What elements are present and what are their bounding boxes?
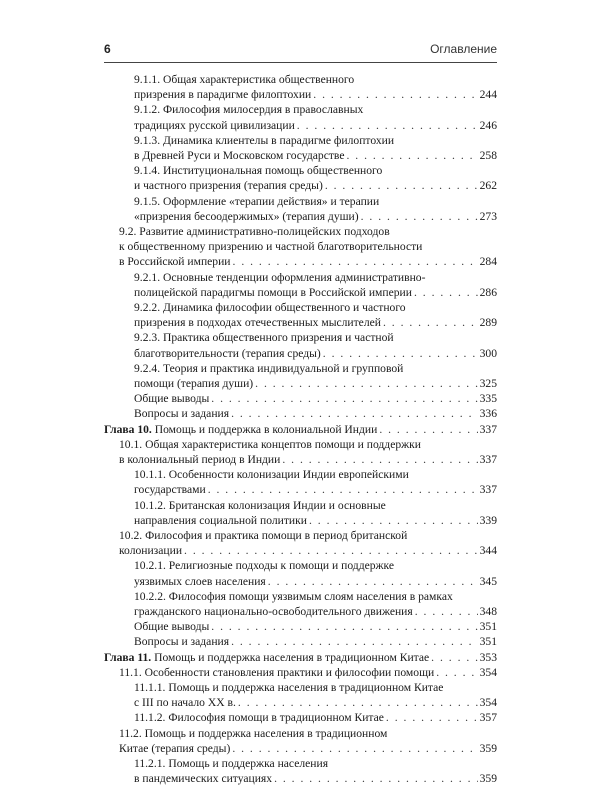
dot-leader <box>313 87 477 102</box>
toc-entry[interactable] <box>134 87 497 102</box>
dot-leader <box>415 604 478 619</box>
toc-page: 246 <box>479 118 497 132</box>
toc-page: 337 <box>479 453 497 466</box>
toc-text: «призрения бесоодержимых» (терапия души) <box>134 209 359 223</box>
toc-text: 9.2. Развитие административно-полицейских подходов <box>119 225 390 238</box>
toc-page: 244 <box>479 88 497 102</box>
toc-text: 10.2. Философия и практика помощи в период британской <box>119 529 408 542</box>
page-number: 6 <box>104 42 111 56</box>
toc-chapter-entry[interactable] <box>104 422 497 437</box>
toc-entry[interactable] <box>119 665 497 680</box>
toc-page: 359 <box>479 741 497 755</box>
toc-entry[interactable] <box>134 406 497 421</box>
toc-text: уязвимых слоев населения <box>134 574 266 588</box>
toc-page: 351 <box>479 635 497 649</box>
toc-entry[interactable] <box>134 148 497 163</box>
toc-text: 10.1.2. Британская колонизация Индии и основные <box>134 498 386 512</box>
toc-page: 325 <box>479 377 497 390</box>
toc-page: 348 <box>479 605 497 618</box>
chapter-label: Глава 11. <box>104 650 152 664</box>
dot-leader <box>383 315 478 330</box>
toc-entry[interactable] <box>134 604 497 619</box>
toc-page: 351 <box>479 620 497 634</box>
toc-text: призрения в парадигме филоптохии <box>134 88 312 102</box>
toc-line <box>134 756 497 771</box>
dot-leader <box>211 619 477 634</box>
toc-line <box>119 239 497 254</box>
toc-page: 286 <box>479 285 497 299</box>
toc-entry[interactable] <box>134 315 497 330</box>
toc-text: 11.1.2. Философия помощи в традиционном Китае <box>134 711 384 725</box>
toc-page: 300 <box>479 346 497 360</box>
toc-text: 11.2. Помощь и поддержка населения в традиционном <box>119 726 388 740</box>
toc-entry[interactable] <box>134 695 497 710</box>
toc-line <box>134 102 497 117</box>
toc-line <box>134 589 497 604</box>
dot-leader <box>255 376 477 391</box>
toc-line <box>119 437 497 452</box>
toc-line <box>134 361 497 376</box>
toc-page: 336 <box>479 407 497 421</box>
toc-text: 9.2.1. Основные тенденции оформления административно- <box>134 270 426 284</box>
toc-text: Помощь и поддержка населения в традиционном Китае <box>154 650 430 664</box>
toc-page: 345 <box>479 574 497 588</box>
toc-text: Китае (терапия среды) <box>119 741 231 755</box>
toc-text: гражданского национально-освободительного движения <box>134 605 413 618</box>
toc-page: 357 <box>479 711 497 725</box>
toc-line <box>119 528 497 543</box>
toc-page: 339 <box>479 513 497 527</box>
toc-text: 11.1. Особенности становления практики и философии помощи <box>119 665 435 679</box>
toc-text: Общие выводы <box>134 620 210 634</box>
dot-leader <box>233 254 478 269</box>
toc-page: 289 <box>479 316 497 330</box>
toc-text: 11.1.1. Помощь и поддержка населения в традиционном Китае <box>134 681 444 694</box>
toc-page: 284 <box>479 255 497 269</box>
toc-entry[interactable] <box>134 574 497 589</box>
toc-page: 335 <box>479 392 497 406</box>
toc-text: 10.2.2. Философия помощи уязвимым слоям населения в рамках <box>134 589 453 603</box>
toc-line <box>134 270 497 285</box>
dot-leader <box>297 118 478 133</box>
toc-line <box>134 680 497 695</box>
toc-text: в Древней Руси и Московском государстве <box>134 149 345 162</box>
toc-text: Общие выводы <box>134 392 210 406</box>
toc-text: 9.2.4. Теория и практика индивидуальной и групповой <box>134 361 404 375</box>
toc-text: 9.1.4. Институциональная помощь общественного <box>134 164 383 178</box>
toc-page: 359 <box>479 772 497 786</box>
dot-leader <box>386 710 478 725</box>
toc-text: Вопросы и задания <box>134 635 230 649</box>
dot-leader <box>231 634 478 649</box>
toc-text: колонизации <box>119 544 183 558</box>
toc-entry[interactable] <box>134 482 497 497</box>
toc-text: в пандемических ситуациях <box>134 772 273 786</box>
toc-text: 11.2.1. Помощь и поддержка населения <box>134 757 329 770</box>
toc-page: 337 <box>479 422 497 436</box>
toc-text: 10.2.1. Религиозные подходы к помощи и поддержке <box>134 559 395 573</box>
toc-line <box>134 558 497 573</box>
toc-entry[interactable] <box>119 741 497 756</box>
dot-leader <box>268 574 478 589</box>
toc-entry[interactable] <box>134 118 497 133</box>
toc-line <box>134 133 497 148</box>
dot-leader <box>211 391 477 406</box>
toc-text: 9.1.3. Динамика клиентелы в парадигме филоптохии <box>134 133 395 147</box>
toc-text: традициях русской цивилизации <box>134 118 295 132</box>
toc-line <box>134 72 497 87</box>
running-header <box>104 42 497 62</box>
toc-entry[interactable] <box>134 209 497 224</box>
toc-text: в Российской империи <box>119 255 231 269</box>
toc-page: 354 <box>479 665 497 679</box>
toc-text: с III по начало XX в. <box>134 696 236 710</box>
toc-text: государствами <box>134 483 206 497</box>
dot-leader <box>361 209 478 224</box>
toc-page: 344 <box>479 544 497 558</box>
toc-line <box>134 300 497 315</box>
toc-text: благотворительности (терапия среды) <box>134 346 321 360</box>
dot-leader <box>238 695 478 710</box>
toc-entry[interactable] <box>134 346 497 361</box>
toc-text: 10.1.1. Особенности колонизации Индии европейскими <box>134 468 409 482</box>
toc-text: Помощь и поддержка в колониальной Индии <box>154 422 378 436</box>
toc-text: полицейской парадигмы помощи в Российской империи <box>134 285 412 299</box>
toc-entry[interactable] <box>134 710 497 725</box>
dot-leader <box>323 346 478 361</box>
toc-line <box>134 163 497 178</box>
toc-entry[interactable] <box>134 619 497 634</box>
toc-entry[interactable] <box>119 452 497 467</box>
toc-line <box>134 194 497 209</box>
dot-leader <box>436 665 477 680</box>
running-title: Оглавление <box>430 42 497 56</box>
toc-entry[interactable] <box>134 634 497 649</box>
toc-entry[interactable] <box>134 391 497 406</box>
chapter-label: Глава 10. <box>104 422 152 436</box>
toc-page: 337 <box>479 483 497 497</box>
toc-line <box>119 224 497 239</box>
toc-text: к общественному призрению и частной благотворительности <box>119 240 423 254</box>
toc-line <box>134 467 497 482</box>
toc-text: Вопросы и задания <box>134 407 230 421</box>
toc-chapter-entry[interactable] <box>104 650 497 665</box>
toc-page: 353 <box>479 650 497 664</box>
toc-page: 354 <box>479 696 497 710</box>
toc-entry[interactable] <box>134 771 497 786</box>
dot-leader <box>325 178 478 193</box>
toc-entry[interactable] <box>134 513 497 528</box>
toc-text: 10.1. Общая характеристика концептов помощи и поддержки <box>119 437 421 451</box>
toc-text: 9.2.3. Практика общественного призрения и частной <box>134 331 394 345</box>
toc-page: 273 <box>479 209 497 223</box>
dot-leader <box>231 406 478 421</box>
dot-leader <box>309 513 478 528</box>
toc-page: 258 <box>479 149 497 162</box>
dot-leader <box>414 285 478 300</box>
toc-text: 9.2.2. Динамика философии общественного и частного <box>134 301 406 314</box>
toc-text: в колониальный период в Индии <box>119 453 281 466</box>
toc-text: и частного призрения (терапия среды) <box>134 179 323 193</box>
header-rule <box>104 62 497 63</box>
toc-page: 262 <box>479 179 497 193</box>
toc-text: призрения в подходах отечественных мыслителей <box>134 316 381 330</box>
dot-leader <box>379 422 477 437</box>
dot-leader <box>208 482 478 497</box>
toc-entry[interactable] <box>134 285 497 300</box>
toc-line <box>134 498 497 513</box>
toc-entry[interactable] <box>134 376 497 391</box>
toc-text: 9.1.1. Общая характеристика общественного <box>134 73 355 86</box>
dot-leader <box>346 148 477 163</box>
toc-entry[interactable] <box>119 543 497 558</box>
toc-text: помощи (терапия души) <box>134 377 254 390</box>
toc-text: 9.1.2. Философия милосердия в православных <box>134 103 364 117</box>
dot-leader <box>282 452 477 467</box>
dot-leader <box>274 771 478 786</box>
toc-entry[interactable] <box>134 178 497 193</box>
dot-leader <box>431 650 477 665</box>
dot-leader <box>184 543 478 558</box>
toc-line <box>134 330 497 345</box>
toc-text: 9.1.5. Оформление «терапии действия» и терапии <box>134 194 380 208</box>
toc-line <box>119 726 497 741</box>
dot-leader <box>232 741 477 756</box>
toc-entry[interactable] <box>119 254 497 269</box>
toc-text: направления социальной политики <box>134 513 307 527</box>
